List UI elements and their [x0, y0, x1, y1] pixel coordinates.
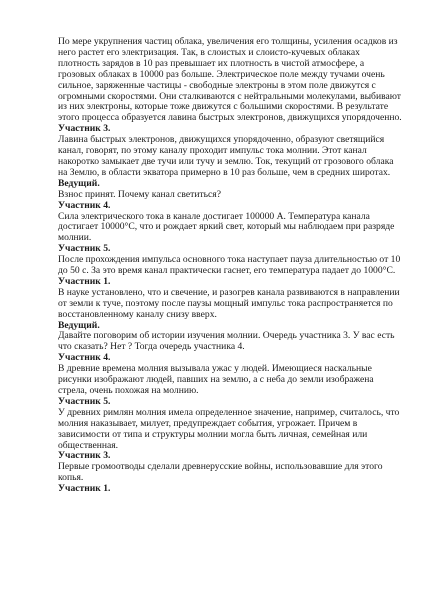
paragraph-pause: После прохождения импульса основного тока наступает пауза длительностью от 10 до 50 с. За это время канал практически гаснет, его температура падает до 1000°С. [58, 254, 401, 277]
speaker-heading: Участник 4. [58, 199, 111, 211]
speaker-heading: Участник 5. [58, 395, 111, 407]
speaker-heading: Участник 1. [58, 483, 111, 495]
speaker-heading: Участник 3. [58, 450, 111, 462]
paragraph-romans: У древних римлян молния имела определенное значение, например, считалось, что молния наказывает, милует, предупреждает события, угрожает. Причем в зависимости от типа и структуры молнии могла быть личная, семейная или общественная. [58, 406, 400, 451]
speaker-heading: Участник 1. [58, 275, 111, 287]
paragraph-lightning-rods: Первые громоотводы сделали древнерусские войны, использовавшие для этого копья. [58, 461, 383, 484]
speaker-heading: Ведущий. [58, 177, 100, 189]
paragraph-lightning-channel: Лавина быстрых электронов, движущихся упорядоченно, образуют светящийся канал, говорят, по этому каналу проходит импульс тока молнии. Этот канал накоротко замыкает две тучи или тучу и землю. Ток, текущий от грозового облака на Землю, в области экватора примерно в 10 раз больше, чем в средних широтах. [58, 134, 394, 178]
speaker-heading: Участник 5. [58, 243, 111, 255]
paragraph-channel-current: Сила электрического тока в канале достигает 100000 А. Температура канала достигает 10000°С, что и рождает яркий свет, который мы наблюдаем при разряде молнии. [58, 210, 395, 244]
paragraph-electrification: По мере укрупнения частиц облака, увеличения его толщины, усиления осадков из него растет его электризация. Так, в слоистых и слоисто-кучевых облаках плотность зарядов в 10 раз превышает их плотность в чистой атмосфере, а грозовых облаках в 10000 раз больше. Электрическое поле между тучами очень сильное, заряженные частицы - свободные электроны в этом поле движутся с огромными скоростями. Они сталкиваются с нейтральными молекулами, выбивают из них электроны, которые тоже движутся с большими скоростями. В результате этого процесса образуется лавина быстрых электронов, движущихся упорядоченно. [58, 36, 402, 124]
speaker-heading: Ведущий. [58, 319, 100, 331]
document-page [58, 37, 404, 495]
speaker-heading: Участник 4. [58, 352, 111, 364]
paragraph-glow-direction: В науке установлено, что и свечение, и разогрев канала развиваются в направлении от земли к туче, поэтому после паузы мощный импульс тока распространяется по восстановленному каналу снизу вверх. [58, 286, 400, 320]
speaker-heading: Участник 3. [58, 123, 111, 135]
paragraph-history-intro: Давайте поговорим об истории изучения молнии. Очередь участника 3. У вас есть что сказать? Нет ? Тогда очередь участника 4. [58, 330, 395, 353]
paragraph-host-question: Взнос принят. Почему канал светиться? [58, 188, 221, 200]
paragraph-ancient-times: В древние времена молния вызывала ужас у людей. Имеющиеся наскальные рисунки изображают людей, павших на землю, а с неба до земли изображена стрела, очень похожая на молнию. [58, 363, 374, 396]
